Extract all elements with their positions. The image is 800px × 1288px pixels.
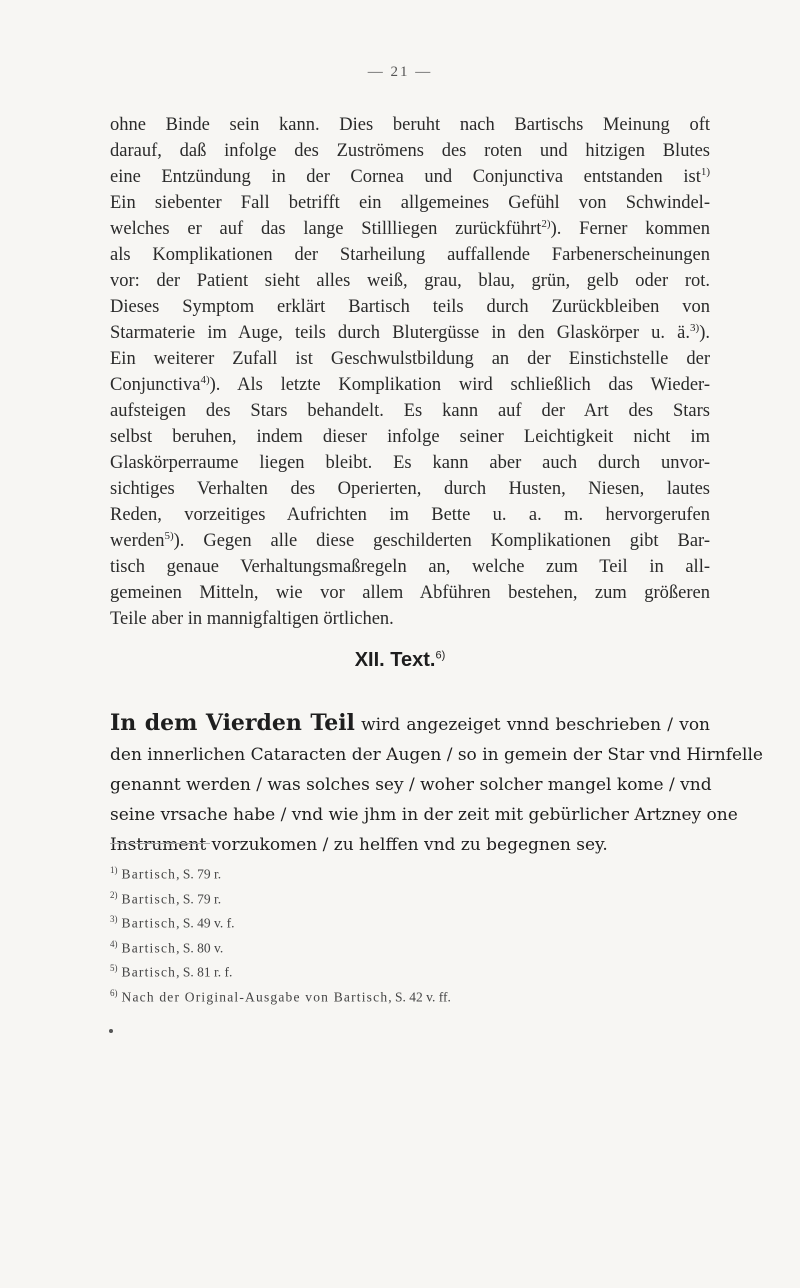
footnote-author: Bartisch xyxy=(121,866,177,882)
text-line xyxy=(110,580,710,606)
line-text: aufsteigen des Stars behandelt. Es kann auf der Art des Stars xyxy=(110,401,710,421)
body-text xyxy=(110,112,710,632)
footnote-mark: 2) xyxy=(110,889,118,900)
text-line xyxy=(110,606,710,632)
blackletter-quote xyxy=(110,708,763,860)
line-text: darauf, daß infolge des Zuströmens des roten und hitzigen Blutes xyxy=(110,141,710,161)
footnote-mark: 3) xyxy=(110,914,118,924)
line-text: werden xyxy=(110,531,165,551)
quote-text: den innerlichen Cataracten der Augen / so in gemein der Star vnd Hirnfelle xyxy=(110,745,763,765)
footnote-ref-text: , S. 49 v. f. xyxy=(176,915,235,931)
section-heading-footnote-mark: 6) xyxy=(435,649,446,662)
line-text: Conjunctiva xyxy=(110,375,201,395)
quote-text: genannt werden / was solches sey / woher solcher mangel kome / vnd xyxy=(110,775,712,795)
footnote-ref-sup xyxy=(164,530,173,542)
footnote-author: Bartisch xyxy=(121,964,177,980)
footnote xyxy=(110,958,710,983)
footnote xyxy=(110,909,710,934)
line-text: Dieses Symptom erklärt Bartisch teils durch Zurückbleiben von xyxy=(110,297,710,317)
footnote-author: Bartisch xyxy=(121,940,177,955)
footnote-author: Nach der Original-Ausgabe von Bartisch xyxy=(121,989,389,1004)
line-text: gemeinen Mitteln, wie vor allem Abführen bestehen, zum größeren xyxy=(110,583,710,603)
footnote-mark: 4) xyxy=(110,938,118,949)
footnote-ref-text: , S. 81 r. f. xyxy=(176,964,233,980)
text-line xyxy=(110,554,710,580)
line-text: Ein siebenter Fall betrifft ein allgemeines Gefühl von Schwindel- xyxy=(110,193,710,213)
footnote-ref-text: , S. 79 r. xyxy=(176,891,222,906)
footnote-mark: 1) xyxy=(110,865,118,875)
line-text: eine Entzündung in der Cornea und Conjunctiva entstanden ist xyxy=(110,167,701,187)
text-line xyxy=(110,476,710,502)
text-line xyxy=(110,190,710,216)
text-line xyxy=(110,398,710,424)
text-line xyxy=(110,216,710,242)
text-line xyxy=(110,372,710,398)
quote-line xyxy=(110,830,710,860)
line-text: ohne Binde sein kann. Dies beruht nach Bartischs Meinung oft xyxy=(110,115,710,135)
line-text: Teile aber in mannigfaltigen örtlichen. xyxy=(110,609,394,629)
footnote xyxy=(110,860,710,885)
footnote-ref: 1) xyxy=(700,165,710,178)
line-text: sichtiges Verhalten des Operierten, durch Husten, Niesen, lautes xyxy=(110,479,710,499)
text-line xyxy=(110,164,710,190)
section-heading xyxy=(0,649,800,672)
text-line xyxy=(110,346,710,372)
line-text: Reden, vorzeitiges Aufrichten im Bette u. a. m. hervorgerufen xyxy=(110,505,710,525)
text-line xyxy=(110,450,710,476)
footnote-ref: 3) xyxy=(690,321,700,334)
footnote-ref: 2) xyxy=(541,217,551,230)
quote-lead: In dem Vierden Teil xyxy=(110,710,355,736)
footnote-ref: 5) xyxy=(164,529,174,542)
text-line xyxy=(110,242,710,268)
line-text: welches er auf das lange Stillliegen zurückführt xyxy=(110,219,542,239)
footnote xyxy=(110,983,710,1008)
quote-line xyxy=(110,770,710,800)
line-text: Ein weiterer Zufall ist Geschwulstbildung an der Einstichstelle der xyxy=(110,349,710,369)
footnote-mark: 5) xyxy=(110,963,118,973)
line-text-continued: ). Gegen alle diese geschilderten Komplikationen gibt Bar- xyxy=(173,531,710,551)
line-text: vor: der Patient sieht alles weiß, grau, blau, grün, gelb oder rot. xyxy=(110,271,710,291)
line-text: Starmaterie im Auge, teils durch Blutergüsse in den Glaskörper u. ä. xyxy=(110,323,691,343)
line-text: tisch genaue Verhaltungsmaßregeln an, welche zum Teil in all- xyxy=(110,557,710,577)
line-text: Glaskörperraume liegen bleibt. Es kann aber auch durch unvor- xyxy=(110,453,710,473)
footnote-ref-sup xyxy=(701,166,710,178)
footnote-ref-sup xyxy=(690,322,699,334)
quote-line xyxy=(110,708,710,740)
line-text: als Komplikationen der Starheilung auffallende Farbenerscheinungen xyxy=(110,245,710,265)
footnote-ref-text: , S. 80 v. xyxy=(176,940,224,955)
footnote xyxy=(110,934,710,959)
text-line xyxy=(110,502,710,528)
footnote-ref-sup xyxy=(200,374,209,386)
text-line xyxy=(110,320,710,346)
quote-text: seine vrsache habe / vnd wie jhm in der zeit mit gebürlicher Artzney one xyxy=(110,805,738,825)
footnote-author: Bartisch xyxy=(121,915,177,931)
footnote xyxy=(110,885,710,910)
ink-speck xyxy=(109,1029,113,1033)
text-line xyxy=(110,268,710,294)
section-heading-text: XII. Text. xyxy=(354,649,436,671)
quote-line xyxy=(110,800,738,830)
footnote-divider xyxy=(110,843,210,844)
quote-line xyxy=(110,740,763,770)
footnote-ref-sup xyxy=(541,218,550,230)
quote-text: Instrument vorzukomen / zu helffen vnd zu begegnen sey. xyxy=(110,835,608,855)
line-text-continued: ). Als letzte Komplikation wird schließlich das Wieder- xyxy=(209,375,710,395)
line-text: selbst beruhen, indem dieser infolge seiner Leichtigkeit nicht im xyxy=(110,427,710,447)
footnote-mark: 6) xyxy=(110,987,118,998)
text-line xyxy=(110,138,710,164)
text-line xyxy=(110,294,710,320)
line-text-continued: ). Ferner kommen xyxy=(550,219,710,239)
text-line xyxy=(110,424,710,450)
footnote-ref-text: , S. 42 v. ff. xyxy=(388,989,451,1004)
footnote-ref: 4) xyxy=(200,373,210,386)
footnote-ref-text: , S. 79 r. xyxy=(176,866,222,882)
page-number: — 21 — xyxy=(367,64,433,80)
text-line xyxy=(110,112,710,138)
footnotes xyxy=(110,860,710,1007)
footnote-author: Bartisch xyxy=(121,891,177,906)
line-text-continued: ). xyxy=(699,323,710,343)
quote-text: wird angezeiget vnnd beschrieben / von xyxy=(354,715,711,735)
text-line xyxy=(110,528,710,554)
